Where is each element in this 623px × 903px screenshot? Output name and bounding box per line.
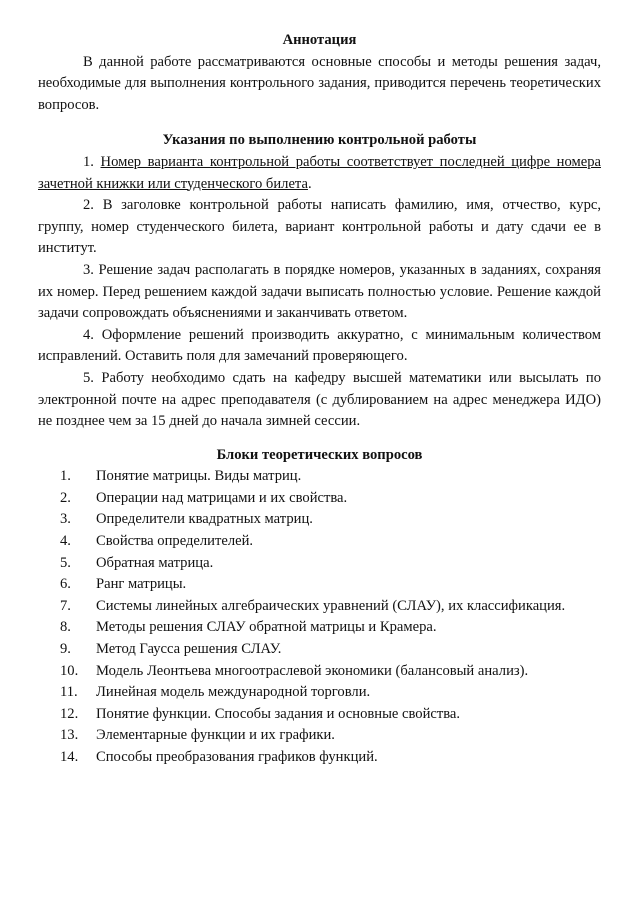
instruction-number: 3. — [83, 261, 94, 278]
annotation-title: Аннотация — [282, 32, 357, 48]
instruction-item — [38, 368, 601, 433]
topic-text: Свойства определителей. — [96, 533, 254, 550]
list-item — [38, 488, 601, 510]
topic-number: 7. — [60, 597, 71, 614]
list-item — [38, 747, 601, 769]
list-item — [38, 617, 601, 639]
topic-text: Понятие матрицы. Виды матриц. — [96, 468, 302, 485]
list-item — [38, 509, 601, 531]
section-spacer — [38, 433, 601, 445]
list-item — [38, 574, 601, 596]
topic-number: 6. — [60, 576, 71, 593]
topic-text: Метод Гаусса решения СЛАУ. — [96, 641, 282, 658]
topic-number: 5. — [60, 554, 71, 571]
instruction-tail: . — [307, 175, 312, 192]
list-item — [38, 682, 601, 704]
topic-text: Линейная модель международной торговли. — [96, 684, 371, 701]
list-item — [38, 704, 601, 726]
topic-number: 2. — [60, 489, 71, 506]
topic-text: Способы преобразования графиков функций. — [96, 749, 378, 765]
instruction-number: 1. — [83, 153, 94, 170]
topic-text: Элементарные функции и их графики. — [96, 727, 335, 744]
instruction-item — [38, 152, 601, 195]
topic-number: 14. — [60, 749, 79, 765]
topic-number: 12. — [60, 705, 79, 722]
topic-text: Системы линейных алгебраических уравнений (СЛАУ), их классификация. — [96, 597, 566, 614]
instruction-text: В заголовке контрольной работы написать фамилию, имя, отчество, курс, группу, номер студенческого билета, вариант контрольной работы и дату сдачи ее в институт. — [38, 197, 601, 257]
list-item — [38, 553, 601, 575]
topic-number: 10. — [60, 662, 79, 679]
annotation-text: В данной работе рассматриваются основные способы и методы решения задач, необходимые для выполнения контрольного задания, приводится перечень теоретических вопросов. — [38, 53, 601, 113]
topic-number: 8. — [60, 619, 71, 636]
instruction-text: Работу необходимо сдать на кафедру высшей математики или высылать по электронной почте на адрес преподавателя (с дублированием на адрес менеджера ИДО) не позднее чем за 15 дней до начала зимней сессии. — [38, 369, 601, 430]
instruction-number: 2. — [83, 197, 94, 214]
topic-text: Методы решения СЛАУ обратной матрицы и Крамера. — [96, 619, 437, 636]
topic-text: Понятие функции. Способы задания и основные свойства. — [96, 705, 461, 722]
topic-number: 4. — [60, 533, 71, 550]
list-item — [38, 596, 601, 618]
topic-number: 3. — [60, 511, 71, 528]
topic-number: 1. — [60, 468, 71, 485]
topics-title: Блоки теоретических вопросов — [216, 446, 423, 463]
topic-text: Определители квадратных матриц. — [96, 511, 313, 528]
section-spacer — [38, 116, 601, 130]
topic-text: Ранг матрицы. — [96, 576, 187, 593]
topic-text: Обратная матрица. — [96, 554, 214, 571]
list-item — [38, 725, 601, 747]
instruction-number: 4. — [83, 326, 94, 343]
instruction-item — [38, 325, 601, 368]
list-item — [38, 466, 601, 488]
list-item — [38, 661, 601, 683]
topic-number: 11. — [60, 684, 78, 701]
list-item — [38, 639, 601, 661]
topic-text: Операции над матрицами и их свойства. — [96, 489, 348, 506]
list-item — [38, 531, 601, 553]
instruction-text: Решение задач располагать в порядке номеров, указанных в заданиях, сохраняя их номер. Перед решением каждой задачи выписать полностью условие. Решение каждой задачи сопровождать объяснениями и заканчивать ответом. — [38, 261, 601, 322]
instruction-item — [38, 195, 601, 260]
instruction-number: 5. — [83, 369, 94, 386]
topic-number: 13. — [60, 727, 79, 744]
instruction-text: Номер варианта контрольной работы соответствует последней цифре номера зачетной книжки или студенческого билета — [38, 153, 601, 192]
instructions-title: Указания по выполнению контрольной работы — [162, 132, 477, 149]
instruction-item — [38, 260, 601, 325]
topic-number: 9. — [60, 641, 71, 658]
instruction-text: Оформление решений производить аккуратно, с минимальным количеством исправлений. Оставить поля для замечаний проверяющего. — [38, 326, 601, 365]
topic-text: Модель Леонтьева многоотраслевой экономики (балансовый анализ). — [96, 662, 529, 679]
topics-list — [38, 466, 601, 768]
